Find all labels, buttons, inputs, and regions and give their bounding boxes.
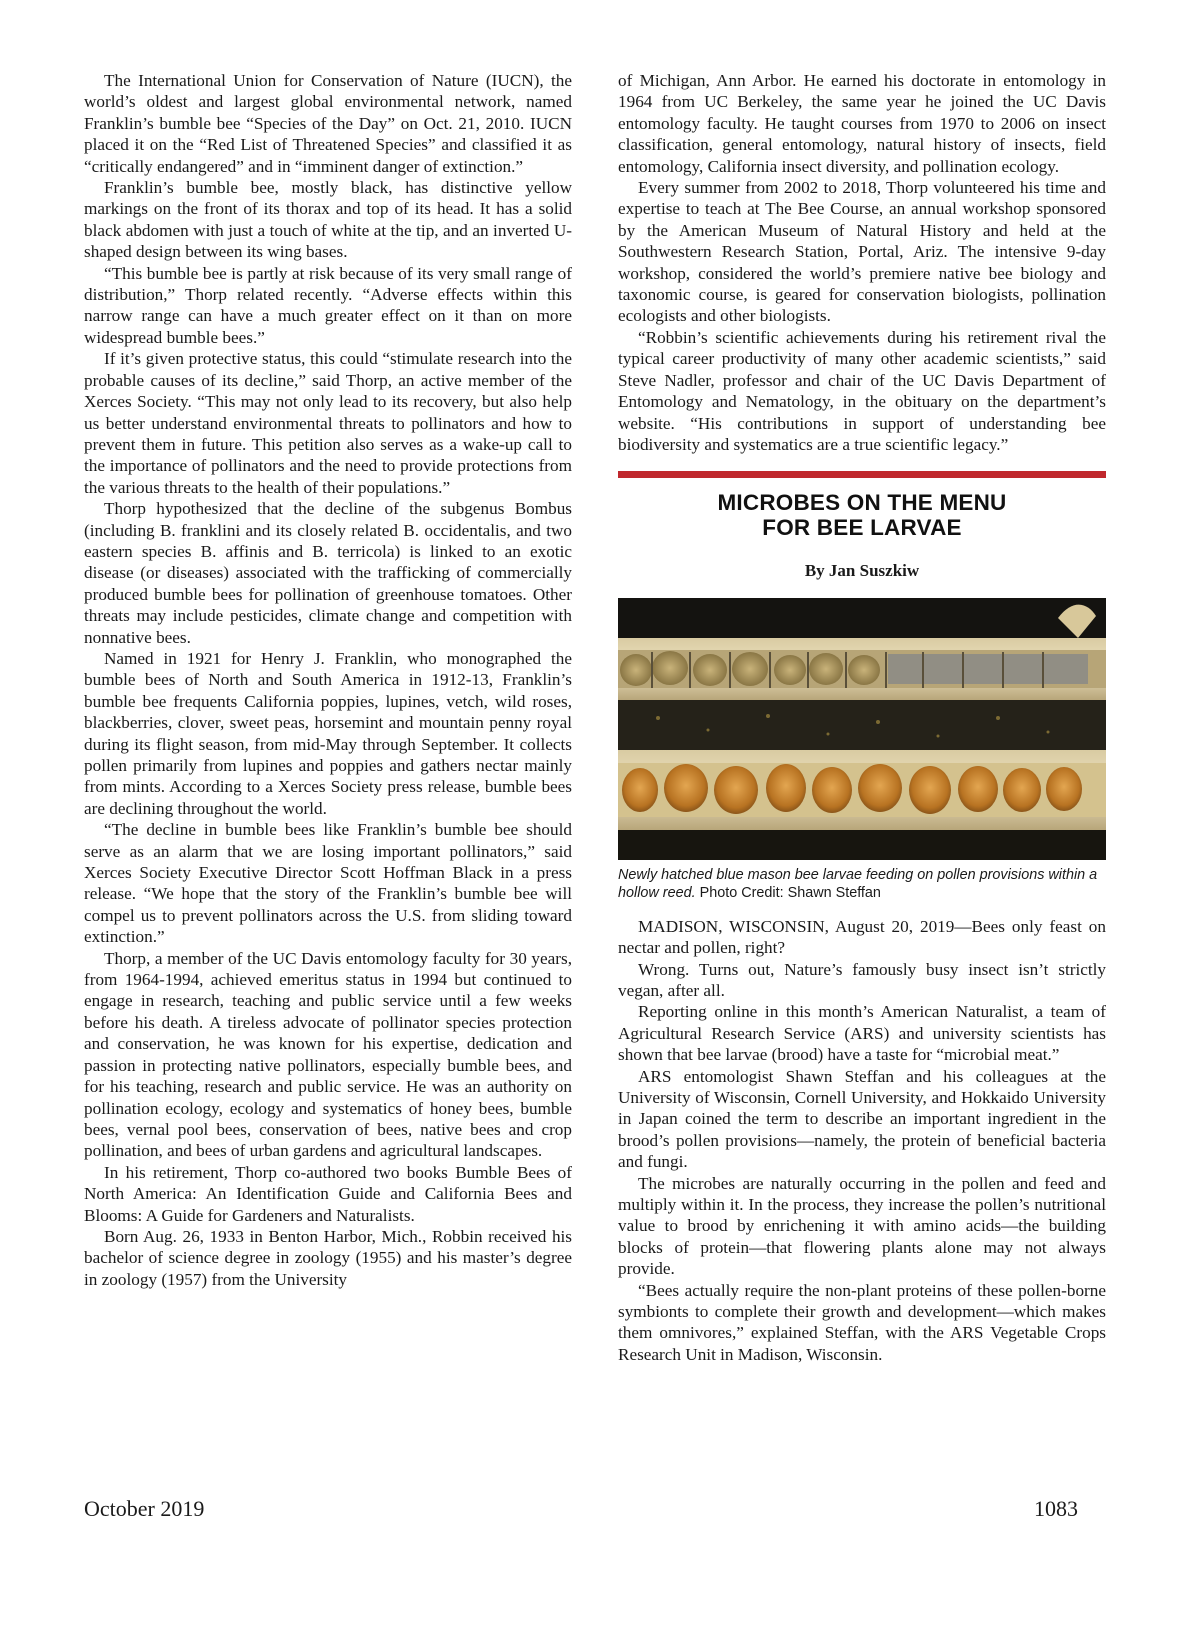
paragraph: “This bumble bee is partly at risk because of its very small range of distribution,” Thorp related recently. “Adverse effects within this narrow range can have a much greater effect on it than on more widespread bumble bees.” (84, 263, 572, 347)
paragraph: ARS entomologist Shawn Steffan and his colleagues at the University of Wisconsin, Cornell University, and Hokkaido University in Japan coined the term to describe an important ingredient in the brood’s pollen provisions—namely, the protein of beneficial bacteria and fungi. (618, 1066, 1106, 1172)
bee-larvae-photo (618, 598, 1106, 860)
paragraph: “Robbin’s scientific achievements during his retirement rival the typical career productivity of many other academic scientists,” said Steve Nadler, professor and chair of the UC Davis Department of Entomology and Nematology, in the obituary on the department’s website. “His contributions in support of understanding bee biodiversity and systematics are a true scientific legacy.” (618, 327, 1106, 454)
caption-text: Newly hatched blue mason bee larvae feeding on pollen provisions within a hollow reed. (618, 866, 1098, 901)
paragraph: “Bees actually require the non-plant proteins of these pollen-borne symbionts to complete their growth and development—which makes them omnivores,” explained Steffan, with the ARS Vegetable Crops Research Unit in Madison, Wisconsin. (618, 1280, 1106, 1364)
paragraph: Thorp, a member of the UC Davis entomology faculty for 30 years, from 1964-1994, achieved emeritus status in 1994 but continued to engage in research, teaching and public service until a few weeks before his death. A tireless advocate of pollinator species protection and conservation, he was known for his expertise, dedication and passion in protecting native pollinators, especially bumble bees, and for his teaching, research and public service. He was an authority on pollination ecology, ecology and systematics of honey bees, bumble bees, vernal pool bees, conservation of bees, native bees and crop pollination, and bees of urban gardens and agricultural landscapes. (84, 948, 572, 1161)
paragraph: “The decline in bumble bees like Franklin’s bumble bee should serve as an alarm that we are losing important pollinators,” said Xerces Society Executive Director Scott Hoffman Black in a press release. “We hope that the story of the Franklin’s bumble bee will compel us to prevent pollinators across the U.S. from sliding toward extinction.” (84, 820, 572, 947)
paragraph: Franklin’s bumble bee, mostly black, has distinctive yellow markings on the front of its thorax and top of its head. It has a solid black abdomen with just a touch of white at the tip, and an inverted U-shaped design between its wing bases. (84, 178, 572, 262)
right-column (618, 70, 1106, 1365)
headline-line: MICROBES ON THE MENU (717, 490, 1007, 516)
byline: By Jan Suszkiw (804, 561, 920, 581)
paragraph: Born Aug. 26, 1933 in Benton Harbor, Mich., Robbin received his bachelor of science degree in zoology (1955) and his master’s degree in zoology (1957) from the University (84, 1226, 572, 1289)
article-headline (618, 490, 1106, 540)
headline-line: FOR BEE LARVAE (762, 515, 962, 541)
paragraph: The International Union for Conservation of Nature (IUCN), the world’s oldest and largest global environmental network, named Franklin’s bumble bee “Species of the Day” on Oct. 21, 2010. IUCN placed it on the “Red List of Threatened Species” and classified it as “critically endangered” and in “imminent danger of extinction.” (84, 71, 572, 176)
paragraph: The microbes are naturally occurring in the pollen and feed and multiply within it. In the process, they increase the pollen’s nutritional value to brood by enrichening it with amino acids—the building blocks of protein—that flowering plants alone may not always provide. (618, 1173, 1106, 1279)
paragraph: Every summer from 2002 to 2018, Thorp volunteered his time and expertise to teach at The Bee Course, an annual workshop sponsored by the American Museum of Natural History and held at the Southwestern Research Station, Portal, Ariz. The intensive 9-day workshop, considered the world’s premiere native bee biology and taxonomic course, is geared for conservation biologists, pollination ecologists and other biologists. (618, 178, 1106, 326)
issue-date: October 2019 (84, 1496, 205, 1521)
left-column (84, 70, 572, 1290)
photo-credit: Photo Credit: Shawn Steffan (695, 884, 881, 901)
photo-caption (618, 866, 1106, 902)
page-number: 1083 (1034, 1496, 1078, 1521)
paragraph: Wrong. Turns out, Nature’s famously busy insect isn’t strictly vegan, after all. (618, 959, 1106, 1000)
paragraph: Reporting online in this month’s American Naturalist, a team of Agricultural Research Service (ARS) and university scientists has shown that bee larvae (brood) have a taste for “microbial meat.” (618, 1002, 1106, 1065)
section-divider (618, 471, 1106, 478)
paragraph: Named in 1921 for Henry J. Franklin, who monographed the bumble bees of North and South America in 1912-13, Franklin’s bumble bee frequents California poppies, lupines, vetch, wild roses, blackberries, clover, sweet peas, horsemint and mountain penny royal during its flight season, from mid-May through September. It collects pollen primarily from lupines and poppies and gathers nectar mainly from mints. According to a Xerces Society press release, bumble bees are declining throughout the world. (84, 648, 572, 818)
paragraph: If it’s given protective status, this could “stimulate research into the probable causes of its decline,” said Thorp, an active member of the Xerces Society. “This may not only lead to its recovery, but also help us better understand environmental threats to pollinators and how to prevent them in future. This petition also serves as a wake-up call to the importance of pollinators and the need to provide protections from the various threats to the health of their populations.” (84, 349, 572, 497)
paragraph: MADISON, WISCONSIN, August 20, 2019—Bees only feast on nectar and pollen, right? (618, 916, 1106, 958)
paragraph: Thorp hypothesized that the decline of the subgenus Bombus (including B. franklini and its closely related B. occidentalis, and two eastern species B. affinis and B. terricola) is linked to an exotic disease (or diseases) associated with the trafficking of commercially produced bumble bees for pollination of greenhouse tomatoes. Other threats may include pesticides, climate change and competition with nonnative bees. (84, 499, 572, 647)
continued-paragraph: of Michigan, Ann Arbor. He earned his doctorate in entomology in 1964 from UC Berkeley, the same year he joined the UC Davis entomology faculty. He taught courses from 1970 to 2006 on insect classification, general entomology, natural history of insects, field entomology, California insect diversity, and pollination ecology. (618, 71, 1106, 176)
paragraph: In his retirement, Thorp co-authored two books Bumble Bees of North America: An Identification Guide and California Bees and Blooms: A Guide for Gardeners and Naturalists. (84, 1162, 572, 1225)
